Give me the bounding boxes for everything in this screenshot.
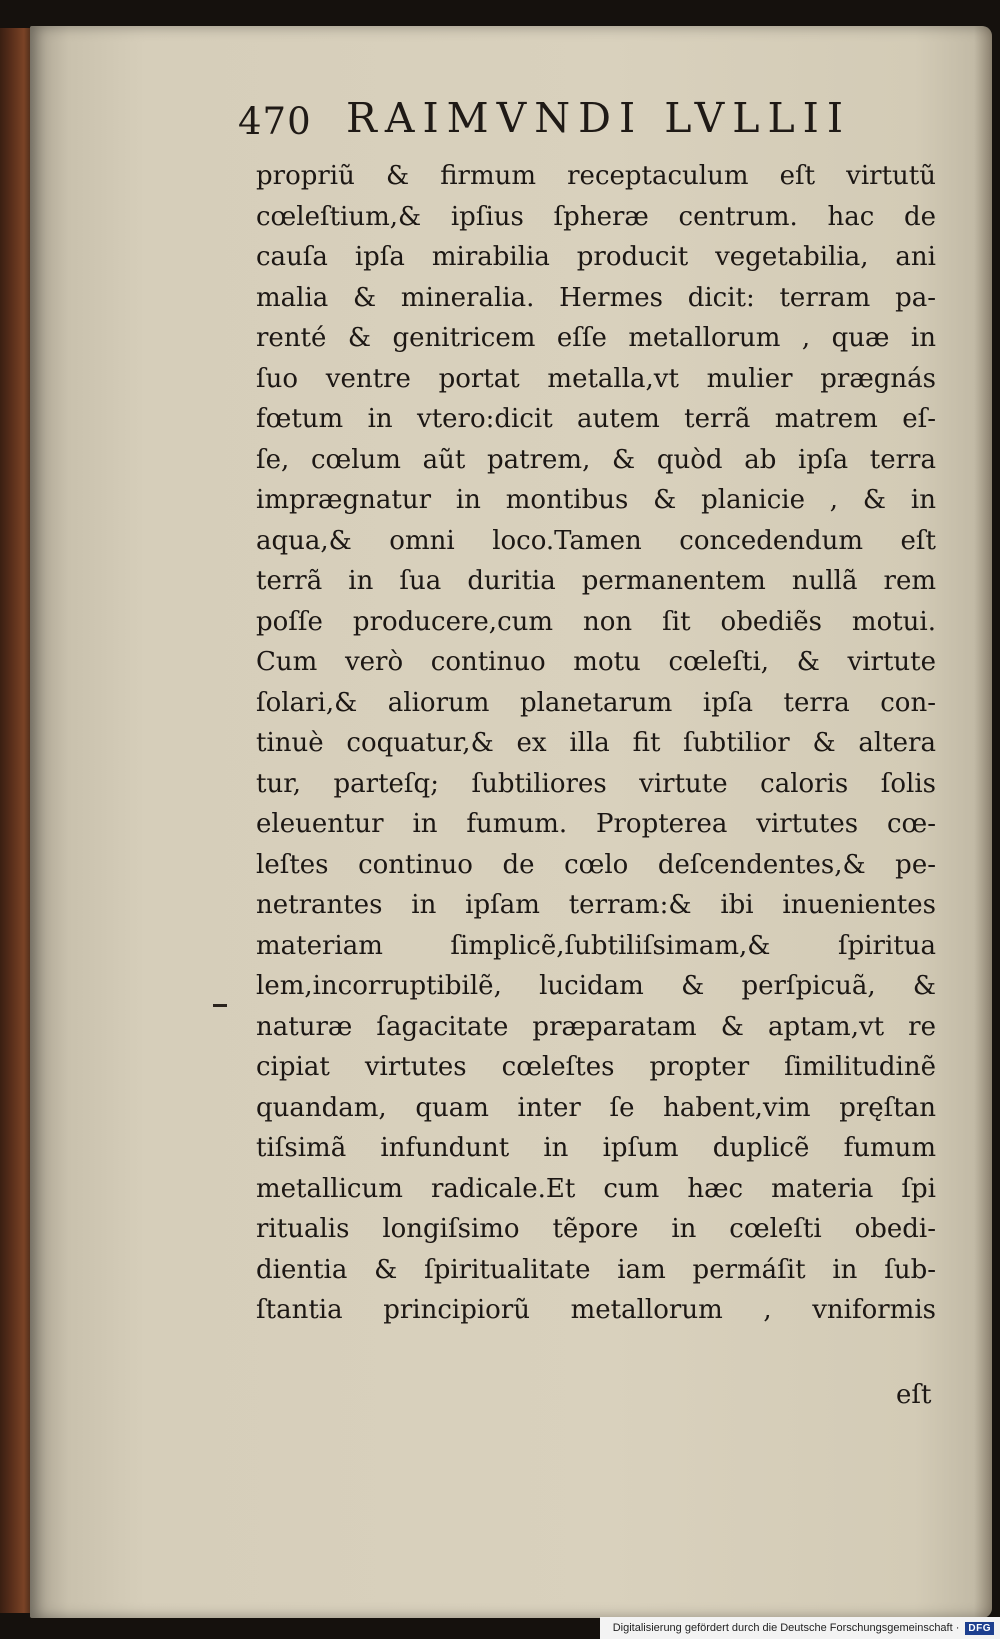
text-line: metallicum radicale.Et cum hæc materia ſpi: [256, 1173, 936, 1204]
text-line: materiam ſimplicẽ,ſubtiliſsimam,& ſpiritua: [256, 930, 936, 961]
text-line: quandam, quam inter ſe habent,vim pręſtan: [256, 1092, 936, 1123]
page-edge-shadow: [974, 26, 992, 1618]
text-line: fœtum in vtero:dicit autem terrã matrem eſ-: [256, 404, 936, 434]
text-line: cauſa ipſa mirabilia producit vegetabilia, ani: [256, 242, 936, 272]
digitization-credit: Digitalisierung gefördert durch die Deutsche Forschungsgemeinschaft ·: [612, 1622, 960, 1634]
text-line: aqua,& omni loco.Tamen concedendum eſt: [256, 525, 936, 556]
text-line: ſuo ventre portat metalla,vt mulier prægnás: [256, 363, 936, 394]
text-line: cipiat virtutes cœleſtes propter ſimilitudinẽ: [256, 1052, 936, 1082]
text-line: propriũ & firmum receptaculum eſt virtutũ: [256, 161, 936, 191]
text-line: renté & genitricem eſſe metallorum , quæ in: [256, 323, 936, 353]
margin-mark: [213, 1004, 227, 1007]
text-line: cœleſtium,& ipſius ſpheræ centrum. hac de: [256, 201, 936, 232]
text-line: naturæ ſagacitate præparatam & aptam,vt re: [256, 1011, 936, 1042]
text-line: ſtantia principiorũ metallorum , vniformis: [256, 1295, 936, 1325]
text-line: tur, parteſq; ſubtiliores virtute caloris ſolis: [256, 768, 936, 799]
text-line: eleuentur in fumum. Propterea virtutes cœ-: [256, 809, 936, 839]
text-line: lem,incorruptibilẽ, lucidam & perſpicuã, &: [256, 971, 936, 1001]
text-line: ſe, cœlum aũt patrem, & quòd ab ipſa terra: [256, 444, 936, 475]
text-line: Cum verò continuo motu cœleſti, & virtute: [256, 647, 936, 677]
dfg-logo-icon: DFG: [965, 1622, 994, 1635]
text-line: dientia & ſpiritualitate iam permáſit in ſub-: [256, 1254, 936, 1285]
text-line: ſolari,& aliorum planetarum ipſa terra con-: [256, 687, 936, 718]
page-number: 470: [238, 100, 312, 143]
digitization-credit-banner: [600, 1617, 1000, 1639]
text-line: imprægnatur in montibus & planicie , & in: [256, 485, 936, 515]
text-line: tinuè coquatur,& ex illa fit ſubtilior & altera: [256, 728, 936, 758]
catchword: eſt: [896, 1380, 932, 1410]
text-line: malia & mineralia. Hermes dicit: terram pa-: [256, 282, 936, 313]
text-line: leſtes continuo de cœlo deſcendentes,& pe-: [256, 849, 936, 880]
text-line: ritualis longiſsimo tẽpore in cœleſti obedi-: [256, 1214, 936, 1244]
text-line: netrantes in ipſam terram:& ibi inuenientes: [256, 890, 936, 920]
text-line: poſſe producere,cum non ſit obediẽs motui.: [256, 606, 936, 637]
text-line: tiſsimã infundunt in ipſum duplicẽ fumum: [256, 1133, 936, 1163]
text-line: terrã in ſua duritia permanentem nullã rem: [256, 566, 936, 596]
body-text: [256, 156, 936, 1331]
page-header: [238, 92, 898, 152]
book-edge: [0, 28, 34, 1613]
running-head: RAIMVNDI LVLLII: [346, 94, 852, 142]
